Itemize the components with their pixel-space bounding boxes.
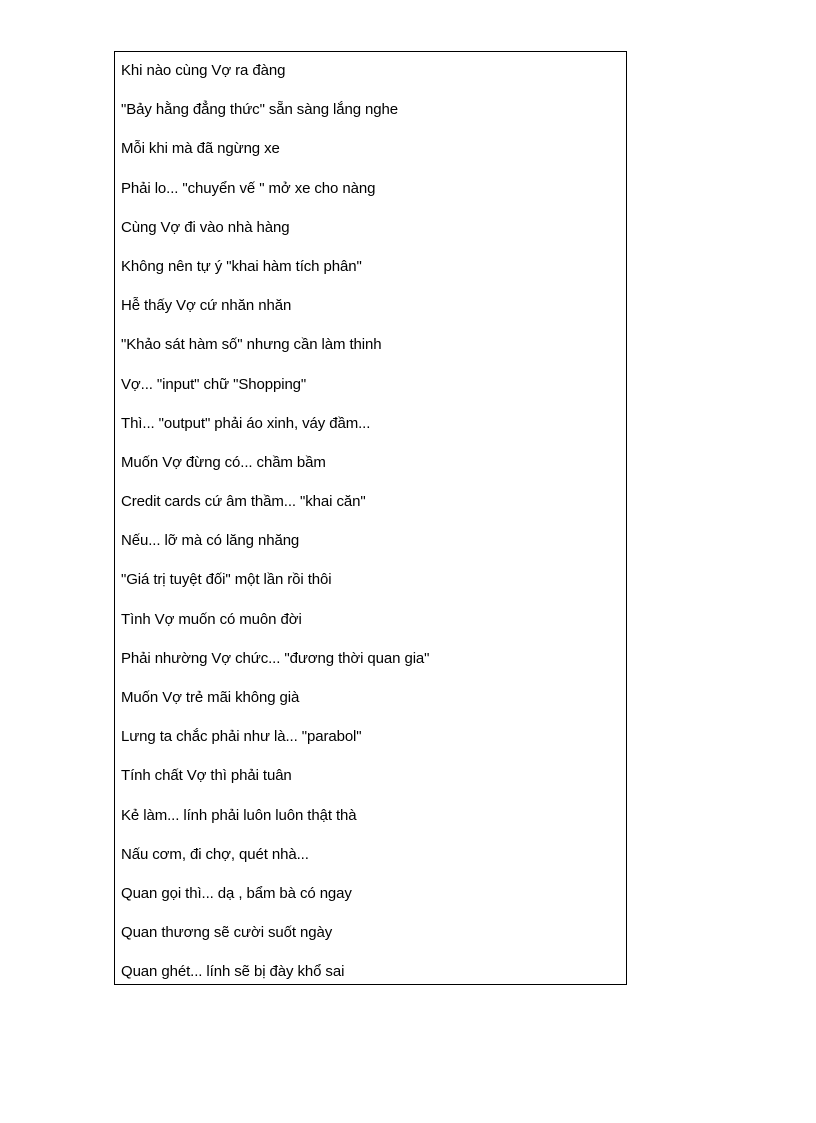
poem-line: "Khảo sát hàm số" nhưng cần làm thinh bbox=[121, 336, 382, 354]
poem-line: Không nên tự ý "khai hàm tích phân" bbox=[121, 257, 362, 275]
poem-line: Quan gọi thì... dạ , bẩm bà có ngay bbox=[121, 884, 352, 902]
poem-line: Mỗi khi mà đã ngừng xe bbox=[121, 140, 280, 158]
poem-line: Credit cards cứ âm thầm... "khai căn" bbox=[121, 493, 366, 511]
poem-line: Vợ... "input" chữ "Shopping" bbox=[121, 375, 307, 393]
poem-frame bbox=[114, 51, 627, 985]
poem-line: Tính chất Vợ thì phải tuân bbox=[121, 767, 292, 785]
poem-lines bbox=[121, 60, 620, 1001]
poem-line: Hễ thấy Vợ cứ nhăn nhăn bbox=[121, 297, 292, 315]
poem-line: "Bảy hằng đẳng thức" sẵn sàng lắng nghe bbox=[121, 101, 398, 119]
poem-line: "Giá trị tuyệt đối" một lần rồi thôi bbox=[121, 571, 332, 589]
poem-line: Cùng Vợ đi vào nhà hàng bbox=[121, 218, 290, 236]
poem-line: Tình Vợ muốn có muôn đời bbox=[121, 610, 302, 628]
poem-line: Nếu... lỡ mà có lăng nhăng bbox=[121, 532, 300, 550]
poem-line: Thì... "output" phải áo xinh, váy đầm... bbox=[121, 414, 371, 432]
poem-line: Phải nhường Vợ chức... "đương thời quan gia" bbox=[121, 649, 430, 667]
poem-line: Kẻ làm... lính phải luôn luôn thật thà bbox=[121, 806, 357, 824]
poem-line: Nấu cơm, đi chợ, quét nhà... bbox=[121, 845, 309, 863]
poem-line: Quan ghét... lính sẽ bị đày khổ sai bbox=[121, 963, 345, 981]
poem-line: Lưng ta chắc phải như là... "parabol" bbox=[121, 728, 362, 746]
poem-line: Muốn Vợ trẻ mãi không già bbox=[121, 689, 300, 706]
poem-line: Quan thương sẽ cười suốt ngày bbox=[121, 924, 333, 942]
poem-line: Muốn Vợ đừng có... chầm bầm bbox=[121, 453, 326, 471]
poem-line: Phải lo... "chuyển vế " mở xe cho nàng bbox=[121, 179, 376, 197]
poem-line: Khi nào cùng Vợ ra đàng bbox=[121, 62, 286, 79]
